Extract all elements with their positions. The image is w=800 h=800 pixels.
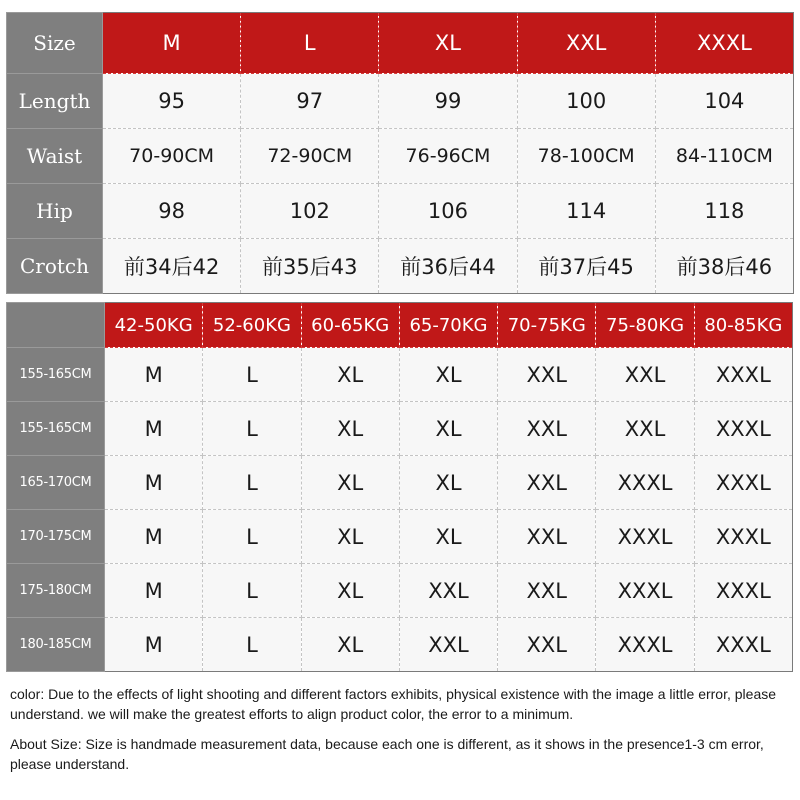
fit-size-cell: XXXL	[694, 348, 792, 402]
fit-corner-cell	[7, 303, 105, 348]
row-label-length: Length	[7, 74, 103, 129]
size-header-l: L	[241, 13, 379, 74]
weight-header: 52-60KG	[203, 303, 301, 348]
height-label: 165-170CM	[7, 456, 105, 510]
weight-header: 60-65KG	[301, 303, 399, 348]
crotch-row	[7, 239, 794, 294]
fit-size-cell: XXXL	[596, 618, 694, 672]
row-label-hip: Hip	[7, 184, 103, 239]
fit-size-cell: XL	[301, 564, 399, 618]
height-weight-fit-table	[6, 302, 793, 672]
hip-value: 98	[103, 184, 241, 239]
crotch-value: 前36后44	[379, 239, 517, 294]
height-label: 175-180CM	[7, 564, 105, 618]
fit-size-cell: XXL	[399, 618, 497, 672]
fit-size-cell: XXXL	[694, 564, 792, 618]
fit-size-cell: XL	[301, 348, 399, 402]
weight-header: 42-50KG	[105, 303, 203, 348]
fit-size-cell: XXXL	[694, 402, 792, 456]
fit-size-cell: M	[105, 564, 203, 618]
length-row	[7, 74, 794, 129]
fit-size-cell: XXL	[399, 564, 497, 618]
weight-header: 75-80KG	[596, 303, 694, 348]
hip-value: 114	[517, 184, 655, 239]
fit-size-cell: XXL	[498, 348, 596, 402]
fit-size-cell: XXL	[596, 402, 694, 456]
fit-size-cell: XXXL	[694, 618, 792, 672]
size-measurement-table	[6, 12, 794, 294]
crotch-value: 前35后43	[241, 239, 379, 294]
size-corner-label: Size	[7, 13, 103, 74]
height-label: 180-185CM	[7, 618, 105, 672]
fit-size-cell: XL	[399, 456, 497, 510]
fit-size-cell: XL	[301, 402, 399, 456]
color-disclaimer-note: color: Due to the effects of light shooting and different factors exhibits, physical existence with the image a little error, please understand. we will make the greatest efforts to align product color, the error to a minimum.	[10, 686, 777, 722]
fit-size-cell: M	[105, 456, 203, 510]
fit-size-cell: XXXL	[596, 456, 694, 510]
weight-header: 70-75KG	[498, 303, 596, 348]
hip-value: 106	[379, 184, 517, 239]
fit-size-cell: XL	[399, 510, 497, 564]
size-header-m: M	[103, 13, 241, 74]
fit-row	[7, 456, 793, 510]
size-header-xl: XL	[379, 13, 517, 74]
size-header-xxxl: XXXL	[655, 13, 793, 74]
fit-size-cell: XXL	[596, 348, 694, 402]
fit-row	[7, 402, 793, 456]
fit-row	[7, 510, 793, 564]
fit-size-cell: XXL	[498, 510, 596, 564]
size-header-xxl: XXL	[517, 13, 655, 74]
crotch-value: 前34后42	[103, 239, 241, 294]
fit-size-cell: XXXL	[694, 510, 792, 564]
fit-row	[7, 618, 793, 672]
height-label: 155-165CM	[7, 402, 105, 456]
fit-size-cell: L	[203, 618, 301, 672]
length-value: 97	[241, 74, 379, 129]
row-label-crotch: Crotch	[7, 239, 103, 294]
fit-size-cell: XXL	[498, 402, 596, 456]
hip-row	[7, 184, 794, 239]
fit-size-cell: XL	[301, 456, 399, 510]
weight-header: 65-70KG	[399, 303, 497, 348]
height-label: 155-165CM	[7, 348, 105, 402]
fit-size-cell: M	[105, 402, 203, 456]
fit-size-cell: XXXL	[596, 510, 694, 564]
waist-value: 70-90CM	[103, 129, 241, 184]
fit-size-cell: L	[203, 456, 301, 510]
waist-value: 78-100CM	[517, 129, 655, 184]
waist-value: 72-90CM	[241, 129, 379, 184]
fit-size-cell: XXXL	[694, 456, 792, 510]
length-value: 99	[379, 74, 517, 129]
fit-size-cell: L	[203, 348, 301, 402]
fit-size-cell: M	[105, 348, 203, 402]
hip-value: 118	[655, 184, 793, 239]
crotch-value: 前38后46	[655, 239, 793, 294]
weight-header: 80-85KG	[694, 303, 792, 348]
fit-size-cell: XXL	[498, 564, 596, 618]
fit-row	[7, 348, 793, 402]
length-value: 95	[103, 74, 241, 129]
size-header-row	[7, 13, 794, 74]
fit-size-cell: XL	[399, 348, 497, 402]
crotch-value: 前37后45	[517, 239, 655, 294]
fit-size-cell: L	[203, 402, 301, 456]
fit-size-cell: XXL	[498, 456, 596, 510]
length-value: 100	[517, 74, 655, 129]
length-value: 104	[655, 74, 793, 129]
fit-size-cell: XL	[301, 618, 399, 672]
fit-row	[7, 564, 793, 618]
fit-size-cell: M	[105, 510, 203, 564]
fit-size-cell: M	[105, 618, 203, 672]
fit-size-cell: XXL	[498, 618, 596, 672]
fit-size-cell: L	[203, 510, 301, 564]
fit-size-cell: XL	[301, 510, 399, 564]
fit-size-cell: XL	[399, 402, 497, 456]
waist-row	[7, 129, 794, 184]
fit-size-cell: L	[203, 564, 301, 618]
size-disclaimer-note: About Size: Size is handmade measurement data, because each one is different, as it shows in the presence1-3 cm error, please understand.	[10, 736, 764, 772]
row-label-waist: Waist	[7, 129, 103, 184]
fit-size-cell: XXXL	[596, 564, 694, 618]
waist-value: 84-110CM	[655, 129, 793, 184]
waist-value: 76-96CM	[379, 129, 517, 184]
hip-value: 102	[241, 184, 379, 239]
height-label: 170-175CM	[7, 510, 105, 564]
weight-header-row	[7, 303, 793, 348]
